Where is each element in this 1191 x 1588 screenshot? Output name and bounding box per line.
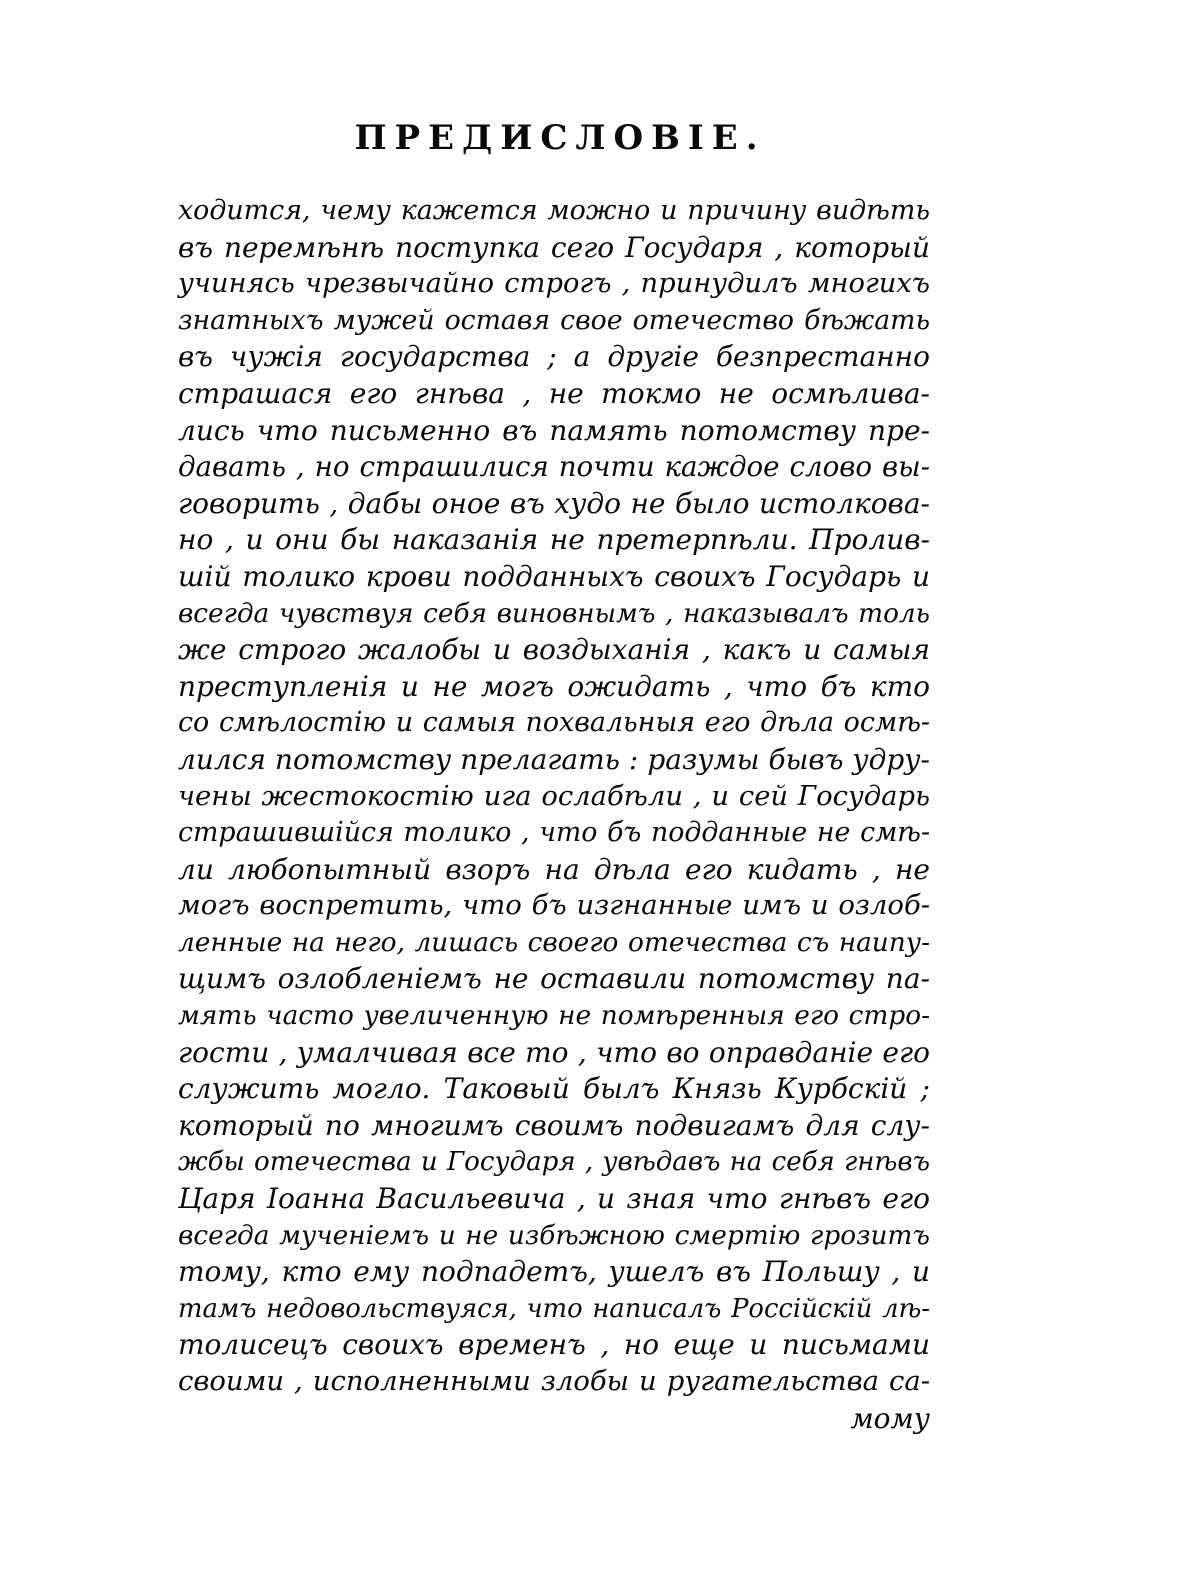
text-line: въ чужія государства ; а другіе безпрестанно [178,340,930,374]
text-line: учинясь чрезвычайно строгъ , принудилъ многихъ [178,268,930,300]
text-line: ли любопытный взоръ на дѣла его кидать , не [178,852,930,886]
text-line: мять часто увеличенную не помѣренныя его стро- [178,1001,930,1032]
text-line: давать , но страшилися почти каждое слово вы- [178,450,930,484]
page-heading: ПРЕДИСЛОВІЕ. [354,118,766,158]
text-line: со смѣлостію и самыя похвальныя его дѣла осмѣ- [178,707,930,739]
text-line: тому, кто ему подпадетъ, ушелъ въ Польшу , и [178,1255,930,1289]
text-line: лись что письменно въ память потомству пре- [178,413,930,447]
text-line: страшившійся толико , что бъ подданные не смѣ- [178,817,930,849]
catchword: мому [850,1401,930,1435]
text-line: жбы отечества и Государя , увѣдавъ на себя гнѣвъ [178,1147,930,1178]
text-line: лился потомству прелагать : разумы бывъ удру- [178,742,930,776]
text-line: чены жестокостію ига ослабѣли , и сей Государь [178,780,930,812]
text-line: своими , исполненными злобы и ругательства са- [178,1366,930,1397]
text-line: тамъ недовольствуяся, что написалъ Россійскій лѣ- [178,1293,930,1324]
text-line: служить могло. Таковый былъ Князь Курбскій ; [178,1072,930,1106]
text-line: щимъ озлобленіемъ не оставили потомству па- [178,962,930,996]
text-line: всегда мученіемъ и не избѣжною смертію грозитъ [178,1220,930,1251]
body-text [178,193,930,1437]
text-line: всегда чувствуя себя виновнымъ , наказывалъ толь [178,598,930,629]
text-line: но , и они бы наказанія не претерпѣли. Пролив- [178,523,930,557]
text-line: гости , умалчивая все то , что во оправданіе его [178,1035,930,1069]
text-line: въ перемѣнѣ поступка сего Государя , который [178,230,930,264]
text-line: который по многимъ своимъ подвигамъ для слу- [178,1108,930,1142]
text-line: ходится, чему кажется можно и причину видѣть [178,195,930,226]
text-line: Царя Іоанна Васильевича , и зная что гнѣвъ его [178,1182,930,1216]
text-line: страшася его гнѣва , не токмо не осмѣлива- [178,376,930,410]
text-line: же строго жалобы и воздыханія , какъ и самыя [178,633,930,667]
text-line: знатныхъ мужей оставя свое отечество бѣжать [178,304,930,336]
text-line: говорить , дабы оное въ худо не было истолкова- [178,486,930,520]
text-line: ленные на него, лишась своего отечества съ наипу- [178,927,930,958]
text-line: преступленія и не могъ ожидать , что бъ кто [178,669,930,703]
text-line: толисецъ своихъ временъ , но еще и письмами [178,1328,930,1362]
text-line: могъ воспретить, что бъ изгнанные имъ и озлоб- [178,890,930,922]
text-line: шій толико крови подданныхъ своихъ Государь и [178,559,930,593]
